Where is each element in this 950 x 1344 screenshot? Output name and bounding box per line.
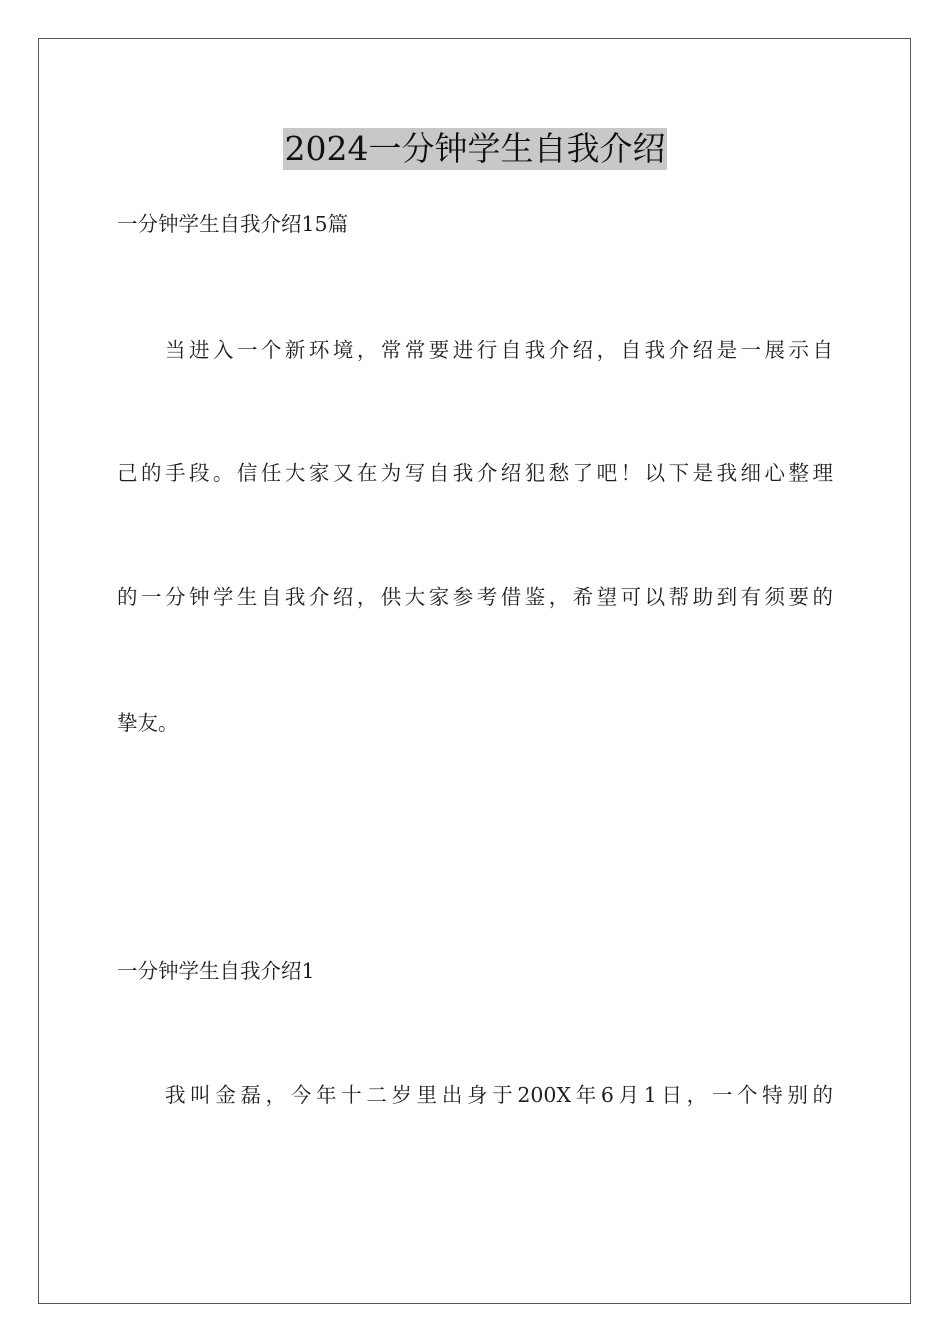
document-title: 2024一分钟学生自我介绍 — [284, 129, 666, 168]
intro-line-4: 挚友。 — [117, 711, 179, 735]
section-line-1: 我叫金磊，今年十二岁里出身于200X年6月1日，一个特别的 — [165, 1083, 833, 1107]
subtitle: 一分钟学生自我介绍15篇 — [117, 212, 349, 236]
intro-line-2: 己的手段。信任大家又在为写自我介绍犯愁了吧！以下是我细心整理 — [117, 461, 833, 485]
title-block — [0, 128, 950, 170]
intro-line-3: 的一分钟学生自我介绍，供大家参考借鉴，希望可以帮助到有须要的 — [117, 585, 833, 609]
section-heading: 一分钟学生自我介绍1 — [117, 959, 315, 983]
intro-line-1: 当进入一个新环境，常常要进行自我介绍，自我介绍是一展示自 — [165, 338, 833, 362]
